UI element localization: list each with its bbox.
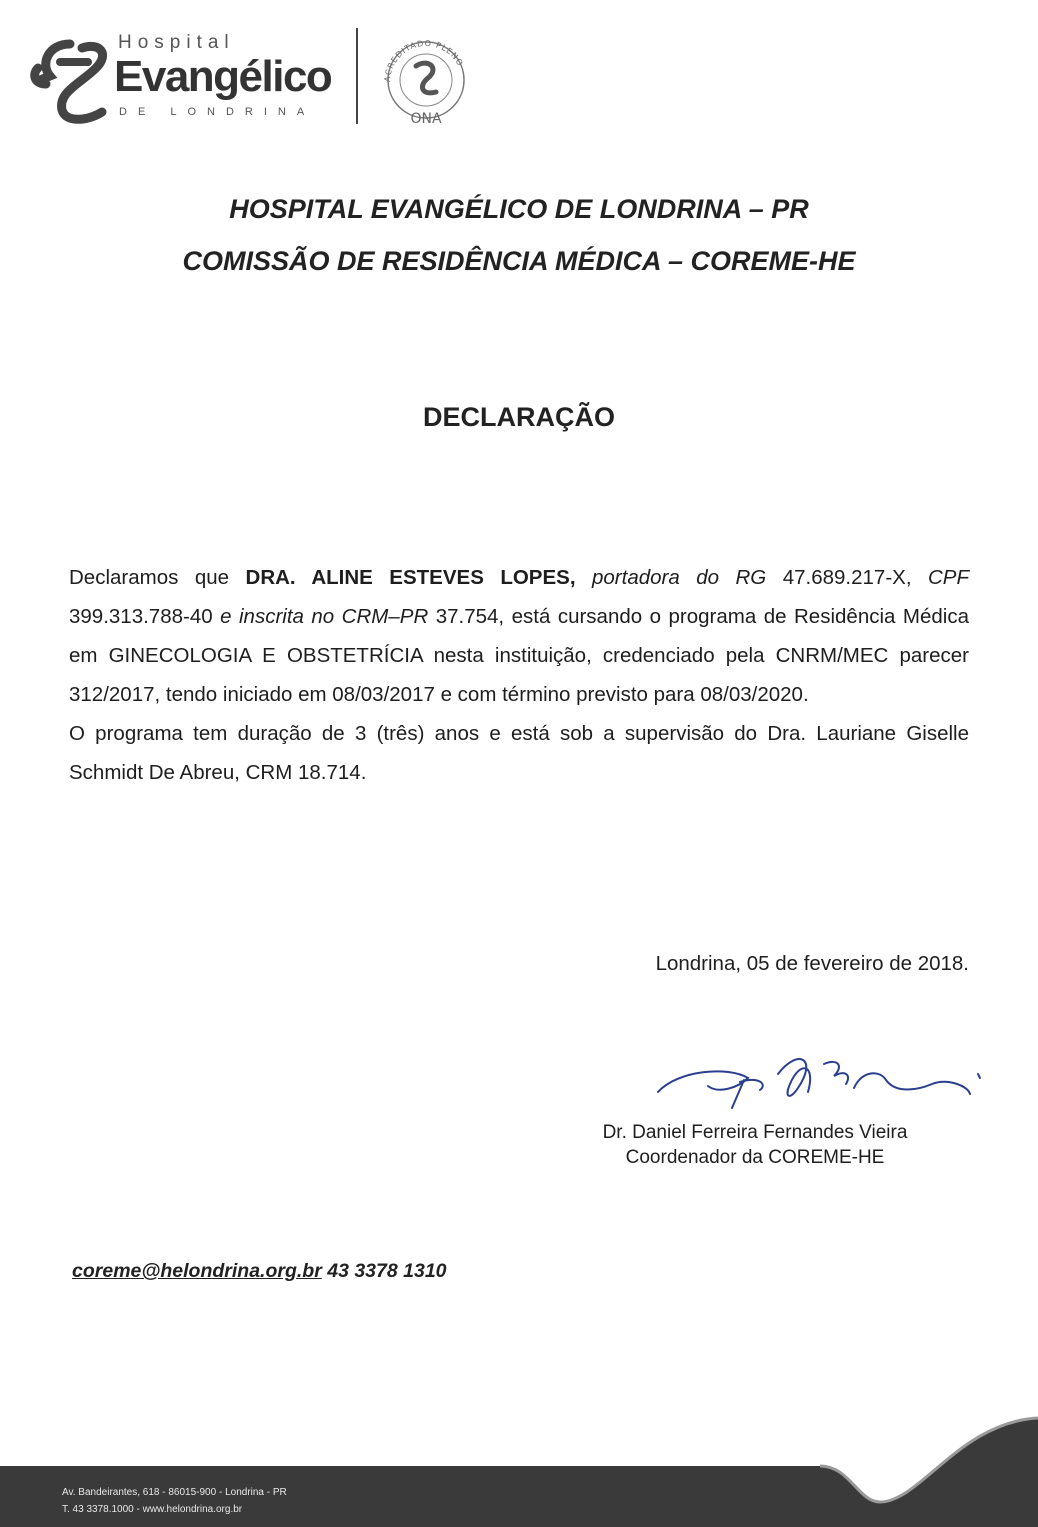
footer-phone-web: T. 43 3378.1000 - www.helondrina.org.br <box>62 1504 243 1515</box>
contact-email-link[interactable]: coreme@helondrina.org.br <box>72 1260 322 1282</box>
svg-text:ACREDITADO PLENO <box>383 39 465 82</box>
declaration-paragraph-2: O programa tem duração de 3 (três) anos e está sob a supervisão do Dra. Lauriane Giselle Schmidt De Abreu, CRM 18.714. <box>69 722 969 784</box>
logo-hospital-text: Hospital <box>118 32 235 53</box>
seal-ona-text: ONA <box>410 111 442 126</box>
logo-londrina-text: DE LONDRINA <box>119 106 316 118</box>
footer-address: Av. Bandeirantes, 618 - 86015-900 - Londrina - PR <box>62 1487 287 1498</box>
contact-phone: 43 3378 1310 <box>321 1260 447 1282</box>
signer-name: Dr. Daniel Ferreira Fernandes Vieira <box>602 1122 908 1143</box>
document-title: DECLARAÇÃO <box>423 402 615 432</box>
cpf-number: 399.313.788-40 <box>69 605 213 628</box>
seal-arc-text: ACREDITADO PLENO <box>382 38 465 83</box>
signer-role: Coordenador da COREME-HE <box>625 1147 885 1168</box>
place-date: Londrina, 05 de fevereiro de 2018. <box>655 952 969 975</box>
commission-heading: COMISSÃO DE RESIDÊNCIA MÉDICA – COREME-HE <box>182 246 856 276</box>
text-segment: Declaramos que <box>69 566 246 589</box>
rg-number: 47.689.217-X, <box>766 566 912 589</box>
logo-divider <box>356 28 358 124</box>
signer-block <box>540 1120 970 1170</box>
crm-number: 37.754, <box>428 605 505 628</box>
declaration-paragraph-1 <box>69 558 969 714</box>
ona-seal-icon <box>376 30 476 126</box>
hospital-logo <box>26 26 486 138</box>
logo-evangelico-text: Evangélico <box>114 52 332 101</box>
text-segment: está cursando o programa de Residência Médica em GINECOLOGIA E OBSTETRÍCIA nesta instituição, credenciado pela CNRM/MEC parecer 312/2017, tendo iniciado em 08/03/2017 e com término previsto para 08/03/2020. <box>69 605 969 706</box>
text-segment: portadora do RG <box>575 566 767 589</box>
footer-address-block <box>62 1484 287 1518</box>
text-segment: CPF <box>911 566 969 589</box>
institution-heading: HOSPITAL EVANGÉLICO DE LONDRINA – PR <box>229 194 809 224</box>
resident-name: DRA. ALINE ESTEVES LOPES, <box>245 566 576 589</box>
signature-icon <box>648 1040 988 1120</box>
contact-line <box>72 1260 447 1283</box>
hospital-logo-icon <box>30 34 116 126</box>
text-segment: e inscrita no CRM–PR <box>212 605 429 628</box>
declaration-body <box>69 558 969 792</box>
